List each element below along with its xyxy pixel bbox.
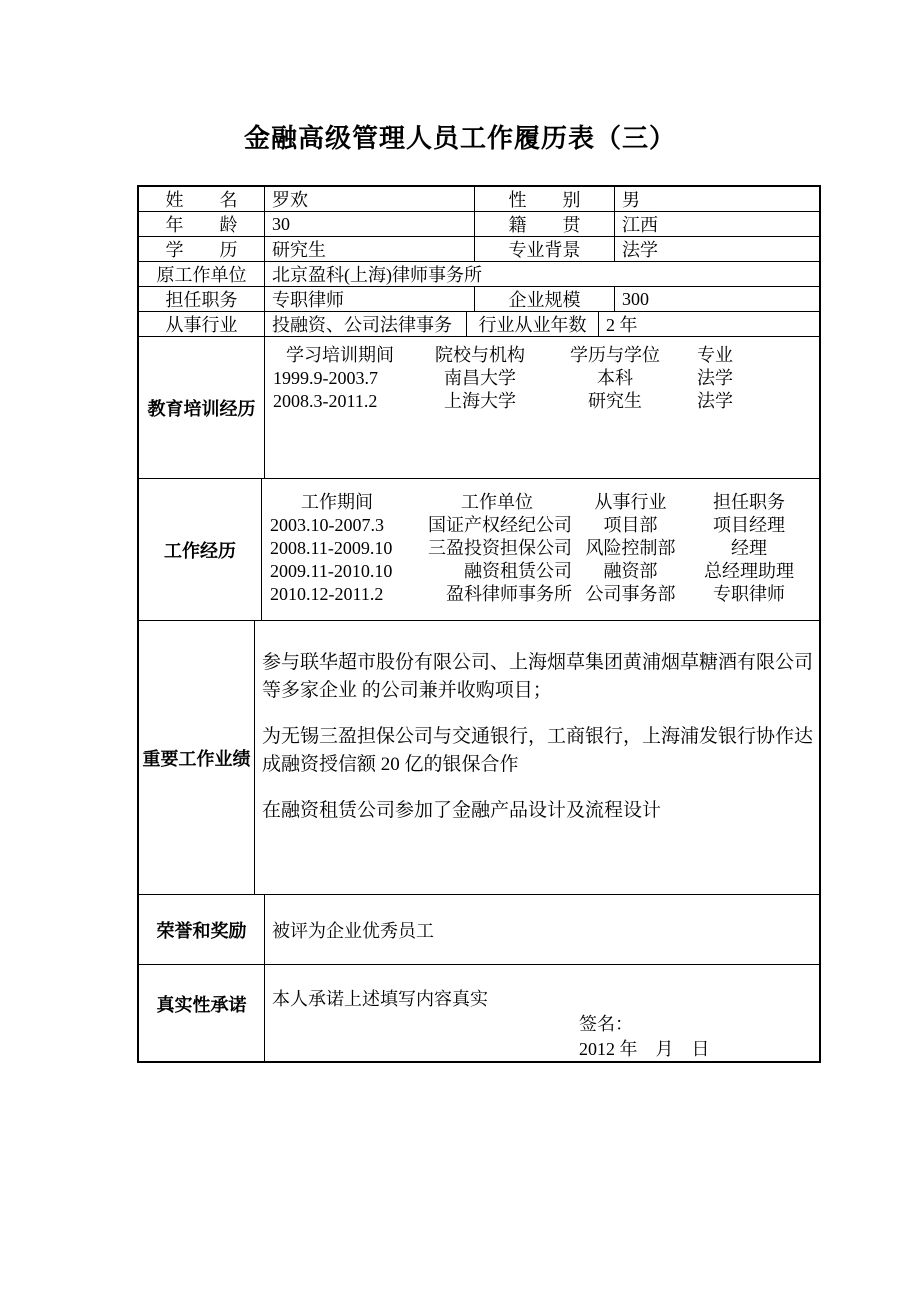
honors-content [265,895,819,964]
industry-years-label: 行业从业年数 [467,312,599,336]
section-commitment [139,965,819,1061]
major-label: 专业背景 [475,237,615,261]
achievements-content [255,621,819,894]
achievement-line: 在融资租赁公司参加了金融产品设计及流程设计 [261,800,661,821]
edu-row-degree: 研究生 [588,391,642,411]
honors-label: 荣誉和奖励 [139,895,265,964]
work-row-industry: 融资部 [603,561,658,581]
company-size-value: 300 [622,288,649,309]
achievement-line: 等多家企业 的公司兼并收购项目； [261,680,552,701]
commitment-label: 真实性承诺 [139,965,265,1061]
work-row-unit: 融资租赁公司 [464,561,572,581]
birthplace-value: 江西 [622,215,658,235]
row-former-unit [139,262,819,287]
section-work-experience [139,479,819,621]
industry-value: 投融资、公司法律事务 [265,312,467,336]
date-line: 2012 年 月 日 [579,1039,710,1059]
edu-col-header: 专业 [697,345,733,365]
commitment-statement: 本人承诺上述填写内容真实 [272,989,488,1009]
work-row-industry: 风险控制部 [585,538,676,558]
work-row-industry: 项目部 [603,515,658,535]
achievement-paragraph [262,797,813,825]
education-value: 研究生 [265,237,475,261]
former-unit-value: 北京盈科(上海)律师事务所 [272,265,482,285]
work-row-period: 2003.10-2007.3 [270,515,384,535]
edu-row-degree: 本科 [597,368,633,388]
work-col-header: 担任职务 [713,492,785,512]
industry-years-value: 2 年 [606,315,638,335]
achievement-line: 参与联华超市股份有限公司、上海烟草集团黄浦烟草糖酒有限公司 [261,652,813,673]
row-age-birthplace [139,212,819,237]
row-industry-years [139,312,819,337]
work-row-unit: 三盈投资担保公司 [428,538,572,558]
row-name-gender [139,187,819,212]
edu-row-period: 2008.3-2011.2 [273,391,378,411]
edu-row-school: 南昌大学 [444,368,516,388]
work-row-period: 2008.11-2009.10 [270,538,393,558]
edu-col-header: 学习培训期间 [286,345,394,365]
major-value: 法学 [622,240,658,260]
name-label: 姓 名 [139,187,265,211]
achievement-paragraph [262,723,813,779]
edu-col-header: 学历与学位 [570,345,660,365]
education-table [265,337,819,413]
education-training-content [265,337,819,478]
resume-table [137,185,821,1063]
work-col-header: 工作单位 [461,492,533,512]
edu-row-major: 法学 [697,368,733,388]
age-label: 年 龄 [139,212,265,236]
work-row-duty: 经理 [731,538,767,558]
section-education-training [139,337,819,479]
work-experience-label: 工作经历 [139,479,262,620]
work-experience-content [262,479,819,620]
edu-row-major: 法学 [697,391,733,411]
gender-value: 男 [622,190,640,210]
work-row-duty: 专职律师 [713,584,785,604]
row-position-size [139,287,819,312]
document-title: 金融高级管理人员工作履历表（三） [243,124,676,153]
honors-value: 被评为企业优秀员工 [272,920,434,941]
work-col-header: 从事行业 [594,492,667,512]
company-size-label: 企业规模 [475,287,615,311]
age-value: 30 [265,212,475,236]
education-training-label: 教育培训经历 [139,337,265,478]
name-value: 罗欢 [265,187,475,211]
row-education-major [139,237,819,262]
position-label: 担任职务 [139,287,265,311]
signature-label: 签名： [579,1014,633,1034]
work-row-duty: 总经理助理 [704,561,794,581]
section-honors [139,895,819,965]
achievement-paragraph [262,649,813,705]
former-unit-label: 原工作单位 [139,262,265,286]
work-row-unit: 国证产权经纪公司 [428,515,572,535]
work-row-industry: 公司事务部 [585,584,676,604]
birthplace-label: 籍 贯 [475,212,615,236]
edu-row-school: 上海大学 [444,391,516,411]
edu-row-period: 1999.9-2003.7 [273,368,378,388]
work-table [262,479,819,606]
education-label: 学 历 [139,237,265,261]
edu-col-header: 院校与机构 [435,345,525,365]
industry-label: 从事行业 [139,312,265,336]
section-achievements [139,621,819,895]
position-value: 专职律师 [265,287,475,311]
achievement-line: 为无锡三盈担保公司与交通银行，工商银行，上海浦发银行协作达 [261,726,813,747]
achievement-line: 成融资授信额 20 亿的银保合作 [261,754,519,775]
work-col-header: 工作期间 [301,492,373,512]
work-row-unit: 盈科律师事务所 [446,584,572,604]
gender-label: 性 别 [475,187,615,211]
commitment-content [265,965,819,1061]
work-row-period: 2010.12-2011.2 [270,584,384,604]
achievements-label: 重要工作业绩 [139,621,255,894]
work-row-period: 2009.11-2010.10 [270,561,393,581]
work-row-duty: 项目经理 [713,515,785,535]
